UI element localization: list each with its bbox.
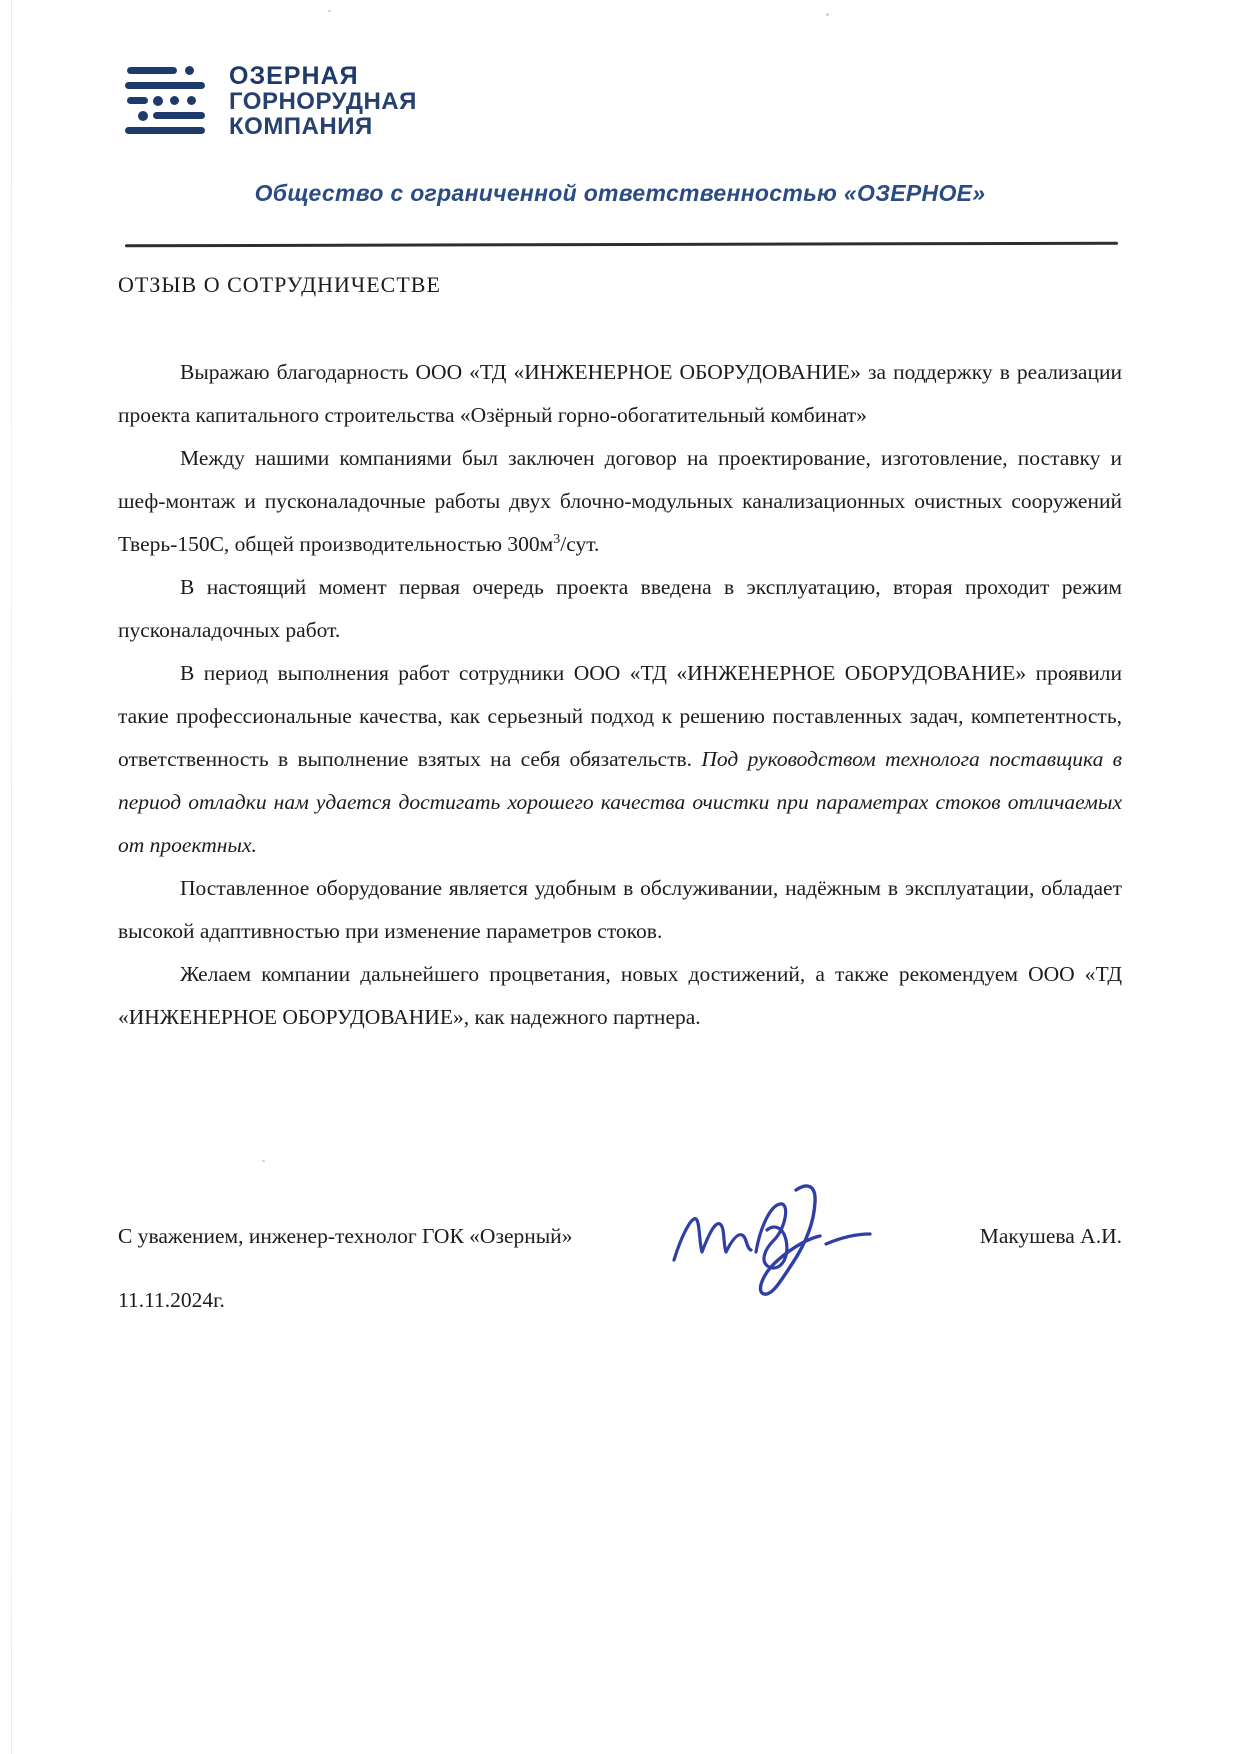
- company-logo-text: [229, 64, 417, 139]
- logo-name-line: ГОРНОРУДНАЯ: [229, 88, 417, 115]
- paragraph: Между нашими компаниями был заключен договор на проектирование, изготовление, поставку и шеф-монтаж и пусконаладочные работы двух блочно-модульных канализационных очистных сооружений Тверь-150С, общей производительностью $300м^3$/сут.: [118, 446, 1122, 556]
- handwritten-signature-ink: [668, 1172, 923, 1302]
- letterhead-company-name: Общество с ограниченной ответственностью «ОЗЕРНОЕ»: [254, 180, 986, 206]
- signer-name: Макушева А.И.: [979, 1224, 1122, 1248]
- letterhead-divider: [125, 242, 1118, 248]
- closing-text: С уважением, инженер-технолог ГОК «Озерный»: [118, 1224, 573, 1248]
- letter-date: 11.11.2024г.: [118, 1288, 225, 1312]
- document-title: ОТЗЫВ О СОТРУДНИЧЕСТВЕ: [118, 272, 441, 297]
- closing-row: [118, 1224, 1122, 1249]
- logo-name-line: КОМПАНИЯ: [229, 113, 373, 140]
- letter-body: [118, 351, 1122, 1039]
- scan-speck: [826, 13, 829, 16]
- paragraph: Выражаю благодарность ООО «ТД «ИНЖЕНЕРНОЕ ОБОРУДОВАНИЕ» за поддержку в реализации проекта капитального строительства «Озёрный горно-обогатительный комбинат»: [118, 360, 1122, 427]
- scan-edge-artifact: [11, 0, 12, 1754]
- company-logo-mark-icon: [125, 67, 205, 134]
- paragraph: В период выполнения работ сотрудники ООО «ТД «ИНЖЕНЕРНОЕ ОБОРУДОВАНИЕ» проявили такие профессиональные качества, как серьезный подход к решению поставленных задач, компетентность, ответственность в выполнение взятых на себя обязательств. Под руководством технолога поставщика в период отладки нам удается достигать хорошего качества очистки при параметрах стоков отличаемых от проектных.: [118, 661, 1122, 857]
- logo-name-line: ОЗЕРНАЯ: [229, 62, 359, 90]
- paragraph: В настоящий момент первая очередь проекта введена в эксплуатацию, вторая проходит режим пусконаладочных работ.: [118, 575, 1122, 642]
- scan-speck: [262, 1160, 265, 1162]
- paragraph: Желаем компании дальнейшего процветания, новых достижений, а также рекомендуем ООО «ТД «ИНЖЕНЕРНОЕ ОБОРУДОВАНИЕ», как надежного партнера.: [118, 962, 1122, 1029]
- company-logo: [125, 64, 417, 139]
- scan-speck: [328, 10, 331, 12]
- paragraph: Поставленное оборудование является удобным в обслуживании, надёжным в эксплуатации, обладает высокой адаптивностью при изменение параметров стоков.: [118, 876, 1122, 943]
